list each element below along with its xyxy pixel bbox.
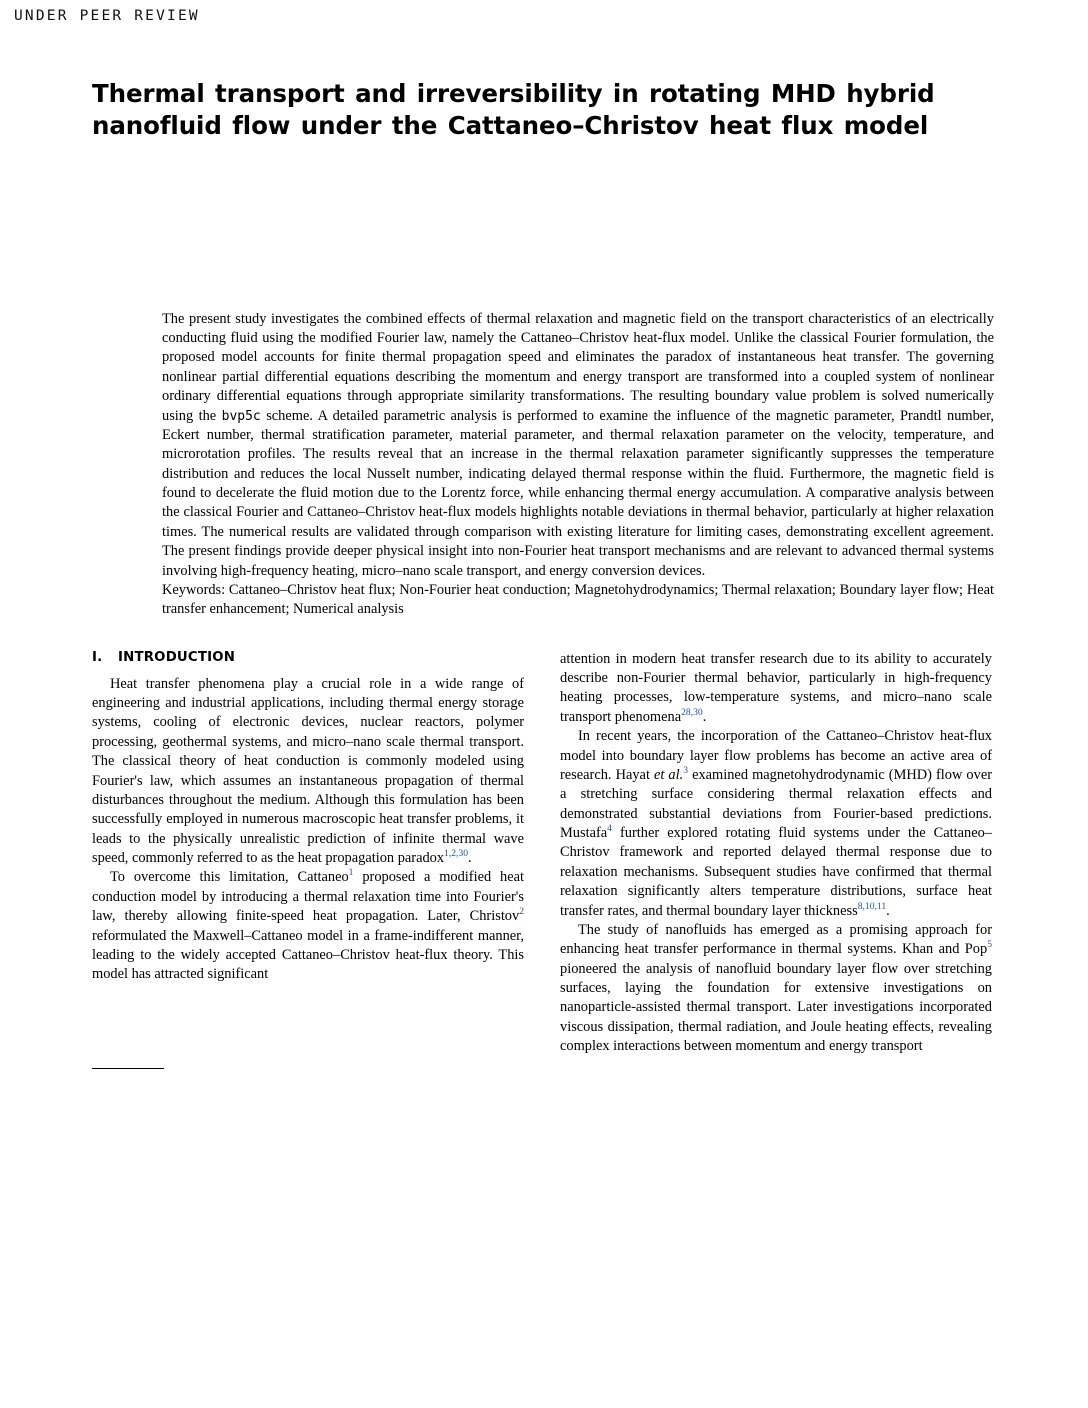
- abstract-text-part1: The present study investigates the combined effects of thermal relaxation and magnetic field on the transport characteristics of an electrically conducting fluid using the modified Fourier law, namely the Cattaneo–Christov heat-flux model. Unlike the classical Fourier formulation, the proposed model accounts for finite thermal propagation speed and eliminates the paradox of instantaneous heat transfer. The governing nonlinear partial differential equations describing the momentum and energy transport are transformed into a coupled system of nonlinear ordinary differential equations through appropriate similarity transformations. The resulting boundary value problem is solved numerically using the: [162, 310, 994, 424]
- left-p2-text-b: proposed a modified heat conduction model by introducing a thermal relaxation time into Fourier's law, thereby allowing finite-speed heat propagation. Later, Christov: [92, 869, 524, 925]
- citation-ref[interactable]: 5: [987, 939, 992, 951]
- citation-ref[interactable]: 28,30: [681, 707, 703, 719]
- keywords-text: Cattaneo–Christov heat flux; Non-Fourier heat conduction; Magnetohydrodynamics; Thermal relaxation; Boundary layer flow; Heat transfer enhancement; Numerical analysis: [162, 581, 994, 618]
- abstract-block: [162, 310, 994, 620]
- right-p2-text-c: further explored rotating fluid systems under the Cattaneo–Christov framework and reported delayed thermal response due to relaxation mechanisms. Subsequent studies have confirmed that thermal relaxation significantly alters temperature distributions, surface heat transfer rates, and thermal boundary layer thickness: [560, 825, 992, 919]
- left-p2-text-c: reformulated the Maxwell–Cattaneo model in a frame-indifferent manner, leading to the widely accepted Cattaneo–Christov heat-flux theory. This model has attracted significant: [92, 927, 524, 983]
- two-column-body: [92, 650, 996, 1057]
- right-p2-text-b: examined magnetohydrodynamic (MHD) flow over a stretching surface considering thermal relaxation effects and demonstrated substantial deviations from Fourier-based predictions. Mustafa: [560, 766, 993, 842]
- right-p2-text-d: .: [886, 902, 890, 919]
- keywords-label: Keywords:: [162, 581, 226, 598]
- left-paragraph-1: [92, 675, 524, 869]
- right-p3-text-b: pioneered the analysis of nanofluid boundary layer flow over stretching surfaces, laying the foundation for extensive investigations on nanoparticle-assisted thermal transport. Later investigations incorporated viscous dissipation, thermal radiation, and Joule heating effects, revealing complex interactions between momentum and energy transport: [560, 960, 992, 1055]
- right-column: [560, 650, 992, 1057]
- right-paragraph-3: [560, 921, 992, 1057]
- right-p3-text-a: The study of nanofluids has emerged as a promising approach for enhancing heat transfer performance in thermal systems. Khan and Pop: [560, 921, 992, 958]
- page-title: Thermal transport and irreversibility in rotating MHD hybrid nanofluid flow under the Cattaneo–Christov heat flux model: [92, 79, 935, 140]
- right-p1-text-a: attention in modern heat transfer research due to its ability to accurately describe non-Fourier thermal behavior, particularly in high-frequency heating processes, low-temperature systems, and micro–nano scale transport phenomena: [560, 650, 992, 725]
- citation-ref[interactable]: 2: [519, 906, 524, 918]
- right-paragraph-2: [560, 727, 992, 921]
- left-column: [92, 650, 524, 1057]
- citation-ref[interactable]: 4: [607, 823, 612, 835]
- citation-ref[interactable]: 3: [683, 765, 689, 777]
- footnote-divider: [92, 1068, 164, 1069]
- abstract-text-part2: scheme. A detailed parametric analysis is performed to examine the influence of the magnetic parameter, Prandtl number, Eckert number, thermal stratification parameter, material parameter, and thermal relaxation parameter on the velocity, temperature, and microrotation profiles. The results reveal that an increase in the thermal relaxation parameter significantly suppresses the temperature distribution and reduces the local Nusselt number, indicating delayed thermal response within the fluid. Furthermore, the magnetic field is found to decelerate the fluid motion due to the Lorentz force, while enhancing thermal energy accumulation. A comparative analysis between the classical Fourier and Cattaneo–Christov heat-flux models highlights notable deviations in thermal behavior, particularly at higher relaxation times. The numerical results are validated through comparison with existing literature for limiting cases, demonstrating excellent agreement. The present findings provide deeper physical insight into non-Fourier heat transport mechanisms and are relevant to advanced thermal systems involving high-frequency heating, micro–nano scale transport, and energy conversion devices.: [162, 407, 994, 579]
- keywords-paragraph: [162, 581, 994, 620]
- right-paragraph-1: [560, 650, 992, 728]
- peer-review-stamp: UNDER PEER REVIEW: [14, 8, 200, 24]
- paper-content: [92, 78, 996, 1057]
- section-title: INTRODUCTION: [118, 649, 236, 665]
- citation-ref[interactable]: 1,2,30: [444, 848, 469, 860]
- section-number: I.: [92, 649, 103, 665]
- left-p1-text-b: .: [468, 850, 472, 867]
- solver-name: bvp5c: [221, 408, 261, 424]
- left-paragraph-2: [92, 868, 524, 984]
- section-heading-introduction: [92, 650, 524, 665]
- right-p2-text-a: In recent years, the incorporation of the Cattaneo–Christov heat-flux model into boundary layer flow problems has become an active area of research. Hayat: [560, 728, 992, 783]
- citation-ref[interactable]: 8,10,11: [857, 900, 887, 912]
- left-p2-text-a: To overcome this limitation, Cattaneo: [110, 869, 349, 886]
- right-p2-italic: et al.: [654, 766, 684, 783]
- citation-ref[interactable]: 1: [348, 867, 354, 879]
- abstract-paragraph: [162, 310, 994, 581]
- right-p1-text-b: .: [702, 708, 707, 725]
- left-p1-text-a: Heat transfer phenomena play a crucial role in a wide range of engineering and industrial applications, including thermal energy storage systems, cooling of electronic devices, nuclear reactors, polymer processing, geothermal systems, and micro–nano scale thermal transport. The classical theory of heat conduction is commonly modeled using Fourier's law, which assumes an instantaneous propagation of thermal disturbances throughout the medium. Although this formulation has been successfully employed in numerous macroscopic heat transfer problems, it leads to the physically unrealistic prediction of infinite thermal wave speed, commonly referred to as the heat propagation paradox: [92, 675, 524, 867]
